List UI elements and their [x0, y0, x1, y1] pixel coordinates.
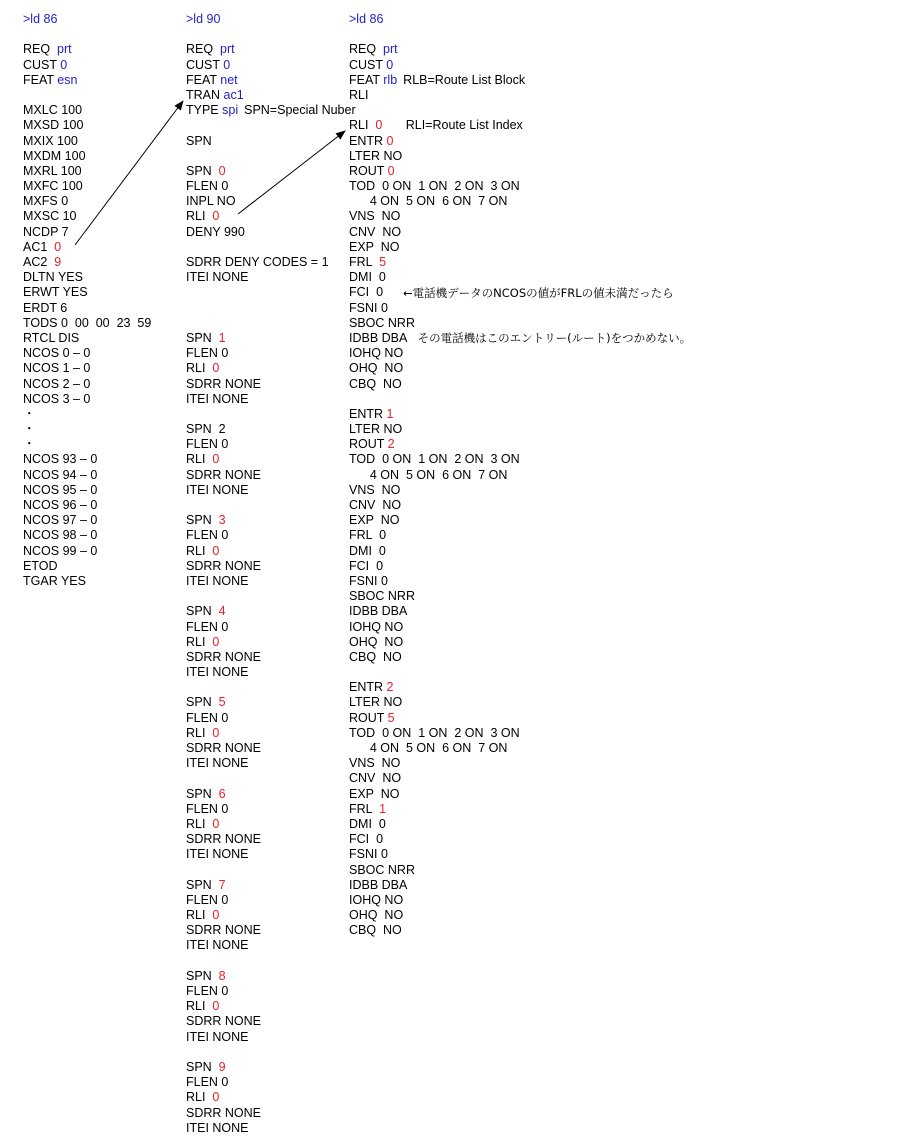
line-text: NCDP 7 [23, 224, 69, 239]
line-text: SDRR NONE [186, 1105, 262, 1120]
line-text: ITEI NONE [186, 1029, 249, 1044]
annotation-line-2: その電話機はこのエントリー(ルート)をつかめない。 [403, 331, 692, 345]
line-value: ac1 [223, 87, 244, 102]
line-value: 0 [54, 239, 62, 254]
line-text: ENTR [349, 406, 387, 421]
line-text: FLEN 0 [186, 346, 229, 361]
line-text: LTER NO [349, 695, 403, 710]
line-text: CBQ NO [349, 649, 402, 664]
line-text: ROUT [349, 163, 388, 178]
line-value: 0 [212, 816, 220, 831]
line-text: FLEN 0 [186, 528, 229, 543]
line-text: FRL [349, 255, 380, 269]
line-text: NCOS 94 – 0 [23, 467, 98, 482]
line-text: NCOS 95 – 0 [23, 482, 98, 497]
line-text: MXDM 100 [23, 148, 86, 163]
line-text: DMI 0 [349, 270, 386, 285]
line-text: SPN [186, 513, 219, 528]
line-text: VNS NO [349, 209, 401, 224]
line-text: VNS NO [349, 482, 401, 497]
line-text: FEAT [186, 72, 221, 87]
line-value: 5 [379, 255, 387, 269]
line-text: TGAR YES [23, 573, 86, 588]
line-text: RLI [186, 361, 213, 376]
line-value: 2 [387, 437, 395, 452]
line-text: OHQ NO [349, 634, 404, 649]
line-text: ERWT YES [23, 285, 88, 300]
line-text: VNS NO [349, 756, 401, 771]
line-value: net [220, 72, 238, 87]
line-text: SPN [186, 786, 219, 801]
line-value: 0 [212, 725, 220, 740]
line-text: FCI 0 [349, 285, 384, 300]
line-text: SBOC NRR [349, 315, 415, 330]
line-text: NCOS 2 – 0 [23, 376, 91, 391]
line-text: AC2 [23, 255, 55, 269]
line-value: 0 [212, 543, 220, 558]
line-text: RLI [349, 118, 376, 133]
line-text: SPN [186, 968, 219, 983]
line-value: 0 [212, 634, 220, 649]
line-text: CUST [23, 57, 61, 72]
line-text: SBOC NRR [349, 589, 415, 604]
line-text: FSNI 0 [349, 300, 388, 315]
line-text: CUST [349, 57, 387, 72]
line-text: NCOS 97 – 0 [23, 513, 98, 528]
line-text: EXP NO [349, 786, 400, 801]
annotation-line-1: ←電話機データのNCOSの値がFRLの値未満だったら [403, 286, 674, 300]
line-text: FLEN 0 [186, 892, 229, 907]
line-value: spi [222, 103, 239, 118]
line-text: NCOS 1 – 0 [23, 361, 91, 376]
line-value: 9 [54, 255, 62, 269]
line-value: prt [220, 42, 235, 57]
line-value: prt [57, 42, 72, 57]
line-value: 1 [218, 330, 226, 345]
line-text: FLEN 0 [186, 710, 229, 725]
line-text: RLI [349, 87, 369, 102]
line-text: SDRR NONE [186, 1014, 262, 1029]
line-text: TOD 0 ON 1 ON 2 ON 3 ON [349, 179, 520, 194]
line-text: REQ [349, 42, 384, 57]
line-text: ・ [23, 422, 36, 437]
line-text: SDRR NONE [186, 832, 262, 847]
line-text: FSNI 0 [349, 573, 388, 588]
line-text: ROUT [349, 437, 388, 452]
line-value: prt [383, 42, 398, 57]
line-text: ・ [23, 406, 36, 421]
line-text: FLEN 0 [186, 179, 229, 194]
line-text: ITEI NONE [186, 482, 249, 497]
line-value: 1 [379, 801, 387, 816]
line-value: 0 [212, 1090, 220, 1105]
line-value: 0 [212, 209, 220, 224]
line-text: FLEN 0 [186, 437, 229, 452]
line-text: MXFC 100 [23, 179, 83, 194]
line-text: MXFS 0 [23, 194, 69, 209]
line-text: IOHQ NO [349, 892, 404, 907]
line-value: 0 [218, 163, 226, 178]
line-text: ITEI NONE [186, 665, 249, 680]
line-text: FLEN 0 [186, 801, 229, 816]
line-text: ERDT 6 [23, 300, 68, 315]
line-text: ROUT [349, 710, 388, 725]
line-text: IDBB DBA [349, 604, 408, 619]
line-value: 2 [218, 422, 226, 437]
line-text: FEAT [349, 72, 384, 87]
line-text: CNV NO [349, 771, 402, 786]
line-value: 7 [218, 877, 226, 892]
line-text: SPN [186, 133, 212, 148]
line-value: 0 [387, 163, 395, 178]
line-text: SPN [186, 604, 219, 619]
line-text: FCI 0 [349, 832, 384, 847]
line-text: SPN [186, 422, 219, 437]
line-text: SDRR NONE [186, 467, 262, 482]
line-text: ITEI NONE [186, 1120, 249, 1135]
line-text: DENY 990 [186, 224, 245, 239]
line-text: SPN [186, 695, 219, 710]
line-text: IDBB DBA [349, 330, 408, 345]
line-text: NCOS 99 – 0 [23, 543, 98, 558]
line-text: IOHQ NO [349, 619, 404, 634]
line-text: NCOS 0 – 0 [23, 346, 91, 361]
line-note: SPN=Special Nuber [244, 103, 356, 118]
line-text: >ld 86 [23, 12, 58, 26]
line-text: CBQ NO [349, 376, 402, 391]
line-text: DMI 0 [349, 816, 386, 831]
line-text: ITEI NONE [186, 847, 249, 862]
line-text: SPN [186, 1059, 219, 1074]
line-text: LTER NO [349, 422, 403, 437]
line-text: MXSD 100 [23, 118, 84, 133]
line-text: EXP NO [349, 513, 400, 528]
line-text: FRL 0 [349, 528, 387, 543]
line-value: 0 [212, 999, 220, 1014]
line-text: 4 ON 5 ON 6 ON 7 ON [349, 194, 508, 209]
line-text: FLEN 0 [186, 1075, 229, 1090]
line-text: ・ [23, 437, 36, 452]
line-text: LTER NO [349, 148, 403, 163]
line-text: SPN [186, 163, 219, 178]
line-text: NCOS 98 – 0 [23, 528, 98, 543]
arrow-rli-to-rlb [238, 131, 345, 214]
line-text: CNV NO [349, 224, 402, 239]
line-text: SDRR NONE [186, 923, 262, 938]
line-text: FEAT [23, 72, 58, 87]
line-text: FSNI 0 [349, 847, 388, 862]
line-text: RLI [186, 634, 213, 649]
line-text: IOHQ NO [349, 346, 404, 361]
line-text: RLI [186, 209, 213, 224]
line-text: SBOC NRR [349, 862, 415, 877]
line-value: 0 [386, 57, 394, 72]
line-text: DLTN YES [23, 270, 83, 285]
line-text: RLI [186, 543, 213, 558]
line-value: 0 [386, 133, 394, 148]
line-value: 0 [212, 452, 220, 467]
line-value: 4 [218, 604, 226, 619]
line-text: MXRL 100 [23, 163, 82, 178]
line-text: REQ [186, 42, 221, 57]
line-text: ETOD [23, 558, 58, 573]
line-text: REQ [23, 42, 58, 57]
line-text: TODS 0 00 00 23 59 [23, 315, 152, 330]
line-text: SDRR DENY CODES = 1 [186, 255, 329, 269]
line-text: RLI [186, 1090, 213, 1105]
line-text: TYPE [186, 103, 223, 118]
line-note: RLI=Route List Index [388, 118, 523, 133]
line-value: 5 [387, 710, 395, 725]
line-text: ITEI NONE [186, 391, 249, 406]
line-text: FCI 0 [349, 558, 384, 573]
line-value: 3 [218, 513, 226, 528]
line-text: TOD 0 ON 1 ON 2 ON 3 ON [349, 725, 520, 740]
line-text: SDRR NONE [186, 558, 262, 573]
line-text: SDRR NONE [186, 376, 262, 391]
line-text: SDRR NONE [186, 741, 262, 755]
line-value: 6 [218, 786, 226, 801]
line-text: RLI [186, 816, 213, 831]
line-text: RLI [186, 452, 213, 467]
line-text: NCOS 93 – 0 [23, 452, 98, 467]
line-text: >ld 86 [349, 12, 384, 26]
line-text: RLI [186, 725, 213, 740]
line-value: 8 [218, 968, 226, 983]
line-text: MXLC 100 [23, 103, 83, 118]
line-text: ITEI NONE [186, 270, 249, 285]
line-value: rlb [383, 72, 398, 87]
line-text: IDBB DBA [349, 877, 408, 892]
line-text: EXP NO [349, 239, 400, 254]
line-text: CBQ NO [349, 923, 402, 938]
line-text: SDRR NONE [186, 649, 262, 664]
line-text: CUST [186, 57, 224, 72]
line-value: 0 [212, 908, 220, 923]
line-value: 2 [386, 680, 394, 695]
line-text: AC1 [23, 239, 55, 254]
line-value: 0 [212, 361, 220, 376]
line-value: 0 [223, 57, 231, 72]
line-text: OHQ NO [349, 361, 404, 376]
line-text: SPN [186, 877, 219, 892]
line-text: RLI [186, 908, 213, 923]
line-text: MXSC 10 [23, 209, 77, 224]
line-text: MXIX 100 [23, 133, 78, 148]
line-value: 1 [386, 406, 394, 421]
line-text: SPN [186, 330, 219, 345]
line-text: ITEI NONE [186, 938, 249, 953]
line-note: RLB=Route List Block [403, 72, 526, 87]
line-text: INPL NO [186, 194, 236, 209]
line-value: 5 [218, 695, 226, 710]
line-text: NCOS 96 – 0 [23, 498, 98, 512]
line-text: ITEI NONE [186, 573, 249, 588]
line-text: FLEN 0 [186, 619, 229, 634]
line-text: ITEI NONE [186, 756, 249, 771]
arrow-ac1-to-tran [75, 101, 183, 245]
line-value: 0 [60, 57, 68, 72]
line-value: 9 [218, 1059, 226, 1074]
line-text: TRAN [186, 87, 224, 102]
line-value: esn [57, 72, 78, 87]
line-text: CNV NO [349, 498, 402, 512]
line-value: 0 [375, 118, 383, 133]
line-text: ENTR [349, 133, 387, 148]
line-text: FLEN 0 [186, 984, 229, 998]
line-text: >ld 90 [186, 12, 221, 26]
line-text: RLI [186, 999, 213, 1014]
line-text: ENTR [349, 680, 387, 695]
line-text: OHQ NO [349, 908, 404, 923]
line-text: 4 ON 5 ON 6 ON 7 ON [349, 741, 508, 755]
line-text: FRL [349, 801, 380, 816]
line-text: RTCL DIS [23, 330, 80, 345]
line-text: TOD 0 ON 1 ON 2 ON 3 ON [349, 452, 520, 467]
line-text: 4 ON 5 ON 6 ON 7 ON [349, 467, 508, 482]
line-text: NCOS 3 – 0 [23, 391, 91, 406]
line-text: DMI 0 [349, 543, 386, 558]
